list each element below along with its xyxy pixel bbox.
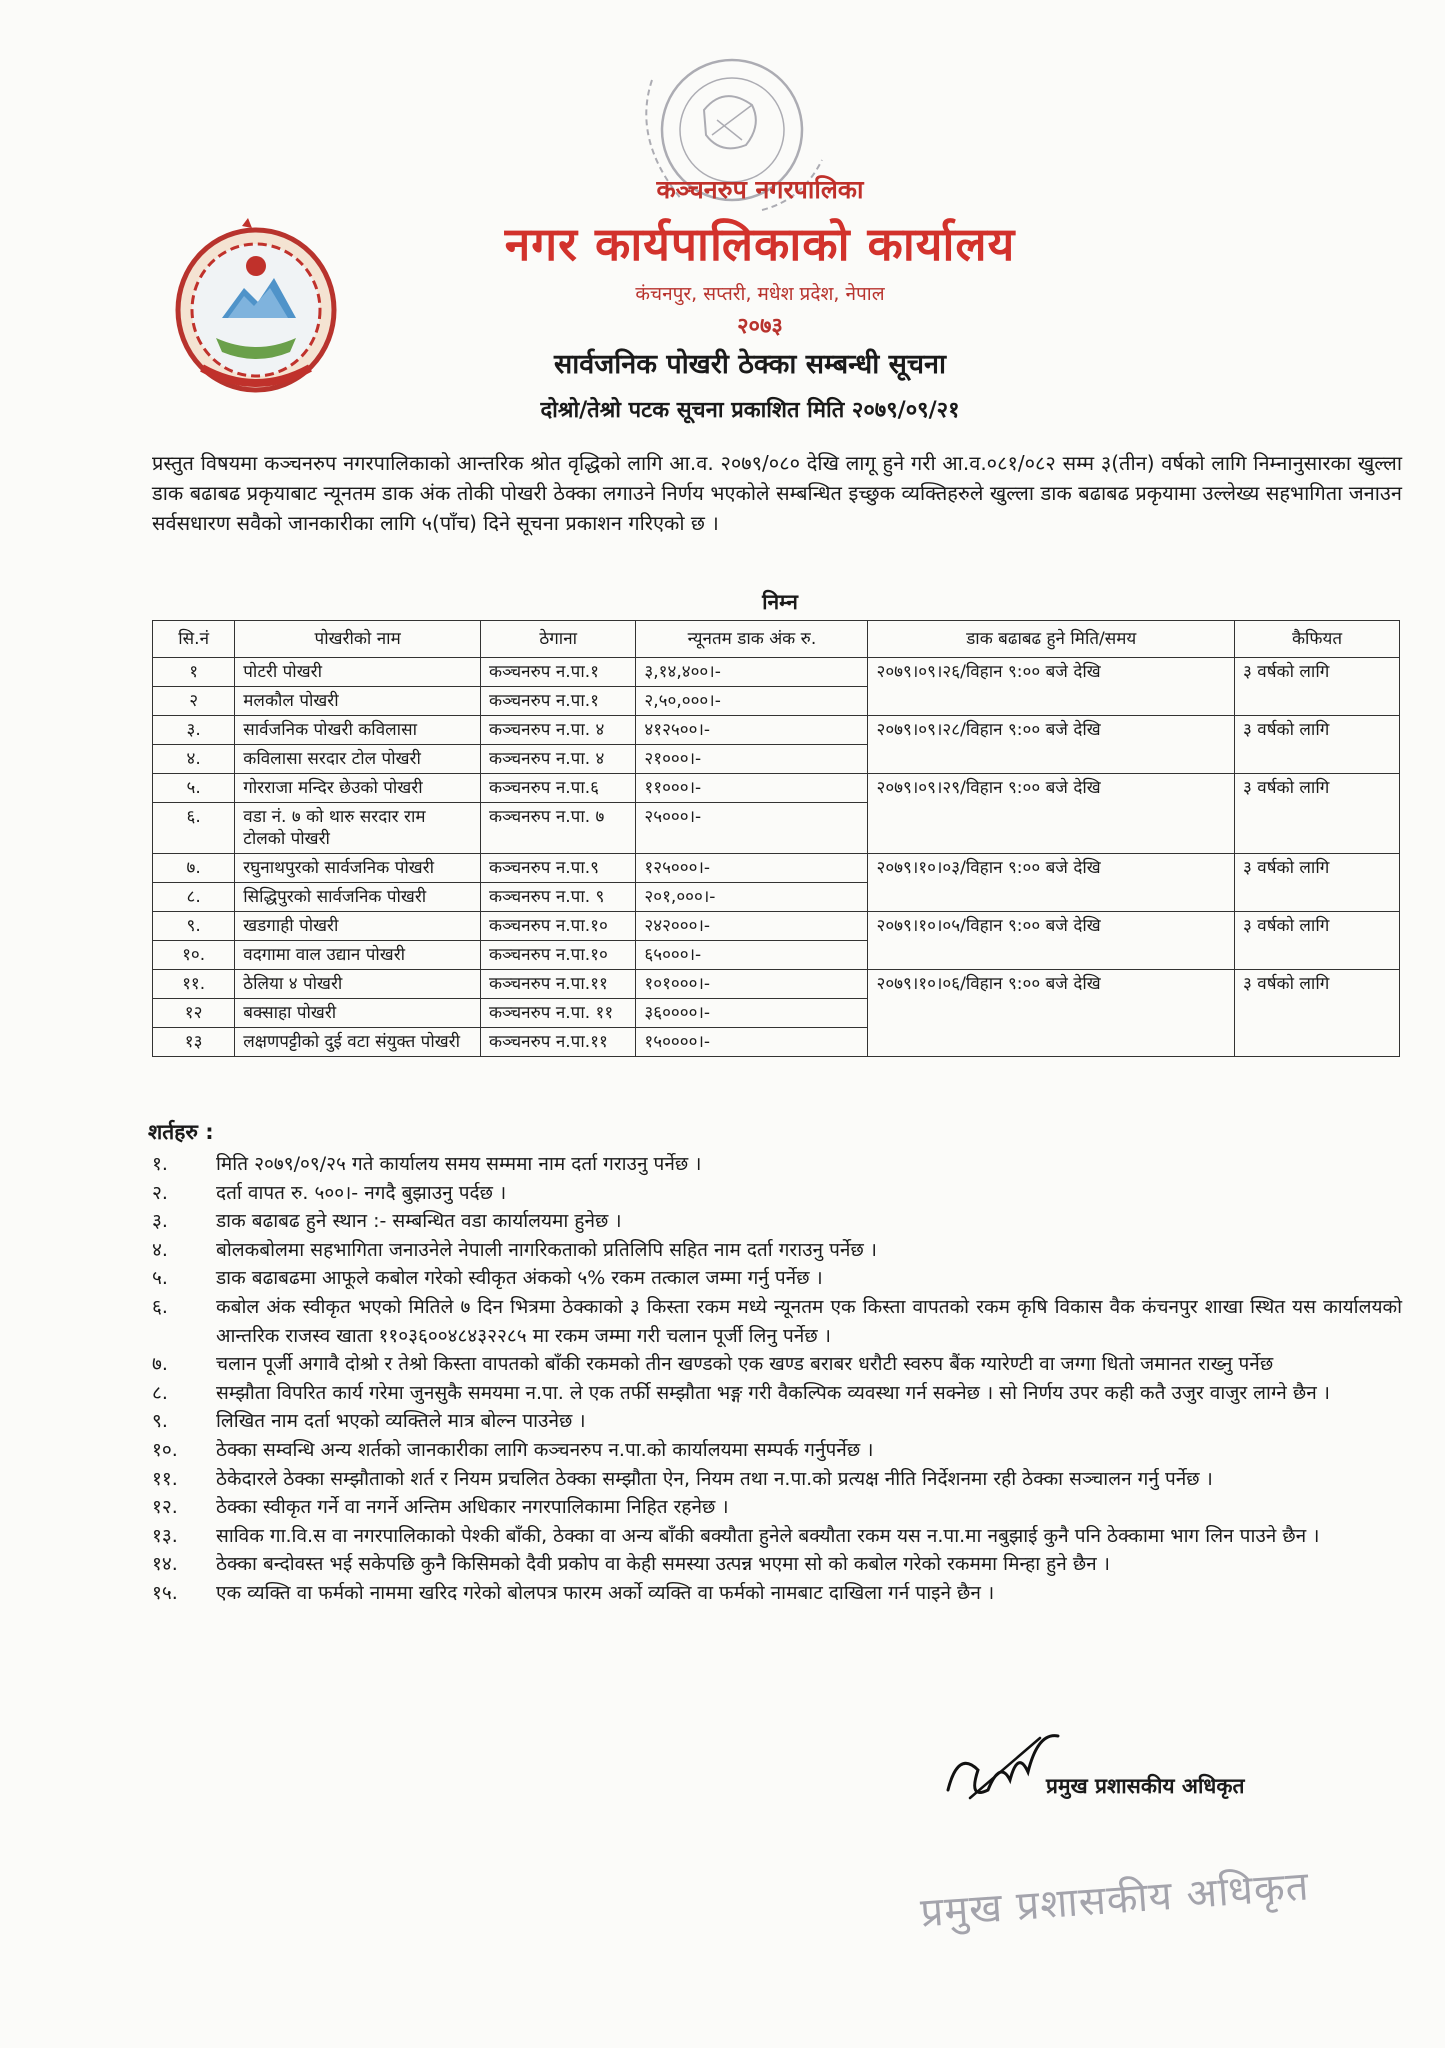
condition-text: डाक बढाबढ हुने स्थान :- सम्बन्धित वडा कार्यालयमा हुनेछ । <box>216 1210 622 1233</box>
cell-auction-date: २०७९।०९।२६/विहान ९:०० बजे देखि <box>868 658 1235 716</box>
cell-address: कञ्चनरुप न.पा.११ <box>481 1028 636 1057</box>
cell-auction-date: २०७९।१०।०६/विहान ९:०० बजे देखि <box>868 970 1235 1057</box>
condition-number: १५. <box>152 1581 178 1604</box>
cell-sn: १२ <box>153 999 235 1028</box>
cell-sn: ९. <box>153 912 235 941</box>
col-header-address: ठेगाना <box>481 621 636 658</box>
cell-auction-date: २०७९।०९।२९/विहान ९:०० बजे देखि <box>868 774 1235 854</box>
col-header-pond-name: पोखरीको नाम <box>235 621 481 658</box>
cell-address: कञ्चनरुप न.पा.१ <box>481 658 636 687</box>
condition-item <box>152 1264 1402 1293</box>
condition-text: सम्झौता विपरित कार्य गरेमा जुनसुकै समयमा न.पा. ले एक तर्फी सम्झौता भङ्ग गरी वैकल्पिक व्यवस्था गर्न सक्नेछ । सो निर्णय उपर कही कतै उजुर वाजुर लाग्ने छैन । <box>216 1381 1330 1404</box>
cell-auction-date: २०७९।१०।०३/विहान ९:०० बजे देखि <box>868 854 1235 912</box>
condition-item <box>152 1179 1402 1208</box>
cell-pond-name: कविलासा सरदार टोल पोखरी <box>235 745 481 774</box>
condition-text: ठेक्का स्वीकृत गर्ने वा नगर्ने अन्तिम अधिकार नगरपालिकामा निहित रहनेछ । <box>216 1496 729 1519</box>
condition-item <box>152 1522 1402 1551</box>
cell-sn: ८. <box>153 883 235 912</box>
condition-text: ठेक्का सम्वन्धि अन्य शर्तको जानकारीका लागि कञ्चनरुप न.पा.को कार्यालयमा सम्पर्क गर्नुपर्नेछ । <box>216 1438 874 1461</box>
pond-contract-table <box>152 620 1400 1057</box>
cell-sn: २ <box>153 687 235 716</box>
condition-item <box>152 1350 1402 1379</box>
condition-item <box>152 1407 1402 1436</box>
condition-item <box>152 1236 1402 1265</box>
municipality-name: कञ्चनरुप नगरपालिका <box>656 175 864 204</box>
signatory-title: प्रमुख प्रशासकीय अधिकृत <box>1046 1774 1245 1798</box>
cell-min-bid: २,५०,०००।- <box>636 687 868 716</box>
table-row <box>153 970 1400 999</box>
cell-address: कञ्चनरुप न.पा. ४ <box>481 745 636 774</box>
condition-item <box>152 1293 1402 1350</box>
condition-number: ९. <box>152 1410 168 1433</box>
condition-text: ठेक्का बन्दोवस्त भई सकेपछि कुनै किसिमको दैवी प्रकोप वा केही समस्या उत्पन्न भएमा सो को कबोल गरेको रकममा मिन्हा हुने छैन । <box>216 1553 1110 1576</box>
cell-sn: ११. <box>153 970 235 999</box>
cell-min-bid: ६५०००।- <box>636 941 868 970</box>
cell-remark: ३ वर्षको लागि <box>1235 970 1400 1057</box>
cell-remark: ३ वर्षको लागि <box>1235 854 1400 912</box>
condition-text: दर्ता वापत रु. ५००।- नगदै बुझाउनु पर्दछ । <box>216 1181 507 1204</box>
col-header-min-bid: न्यूनतम डाक अंक रु. <box>636 621 868 658</box>
cell-sn: ७. <box>153 854 235 883</box>
condition-number: ६. <box>152 1295 168 1318</box>
office-address: कंचनपुर, सप्तरी, मधेश प्रदेश, नेपाल <box>635 283 885 305</box>
conditions-title: शर्तहरु : <box>148 1120 214 1144</box>
cell-address: कञ्चनरुप न.पा. ११ <box>481 999 636 1028</box>
cell-min-bid: २०१,०००।- <box>636 883 868 912</box>
cell-address: कञ्चनरुप न.पा.१ <box>481 687 636 716</box>
cell-pond-name: बक्साहा पोखरी <box>235 999 481 1028</box>
cell-sn: ५. <box>153 774 235 803</box>
cell-pond-name: पोटरी पोखरी <box>235 658 481 687</box>
cell-address: कञ्चनरुप न.पा.१० <box>481 941 636 970</box>
cell-remark: ३ वर्षको लागि <box>1235 658 1400 716</box>
table-row <box>153 854 1400 883</box>
table-row <box>153 774 1400 803</box>
condition-item <box>152 1465 1402 1494</box>
nepal-emblem-icon <box>172 218 340 394</box>
condition-text: लिखित नाम दर्ता भएको व्यक्तिले मात्र बोल्न पाउनेछ । <box>216 1410 586 1433</box>
office-title: नगर कार्यपालिकाको कार्यालय <box>504 217 1016 271</box>
cell-address: कञ्चनरुप न.पा.६ <box>481 774 636 803</box>
cell-min-bid: २१०००।- <box>636 745 868 774</box>
cell-remark: ३ वर्षको लागि <box>1235 774 1400 854</box>
col-header-auction-date: डाक बढाबढ हुने मिति/समय <box>868 621 1235 658</box>
condition-number: १३. <box>152 1524 178 1547</box>
condition-text: साविक गा.वि.स वा नगरपालिकाको पेश्की बाँकी, ठेक्का वा अन्य बाँकी बक्यौता हुनेले बक्यौता रकम यस न.पा.मा नबुझाई कुनै पनि ठेक्कामा भाग लिन पाउने छैन । <box>216 1524 1320 1547</box>
cell-pond-name: मलकौल पोखरी <box>235 687 481 716</box>
cell-pond-name: ठेलिया ४ पोखरी <box>235 970 481 999</box>
condition-text: डाक बढाबढमा आफूले कबोल गरेको स्वीकृत अंकको ५% रकम तत्काल जम्मा गर्नु पर्नेछ । <box>216 1267 823 1290</box>
cell-min-bid: १२५०००।- <box>636 854 868 883</box>
cell-min-bid: ४१२५००।- <box>636 716 868 745</box>
condition-number: १२. <box>152 1496 178 1519</box>
cell-sn: १३ <box>153 1028 235 1057</box>
cell-pond-name: सार्वजनिक पोखरी कविलासा <box>235 716 481 745</box>
office-round-stamp-icon <box>612 40 842 240</box>
condition-item <box>152 1379 1402 1408</box>
table-row <box>153 716 1400 745</box>
cell-sn: १०. <box>153 941 235 970</box>
cell-address: कञ्चनरुप न.पा.९ <box>481 854 636 883</box>
condition-text: ठेकेदारले ठेक्का सम्झौताको शर्त र नियम प्रचलित ठेक्का सम्झौता ऐन, नियम तथा न.पा.को प्रत्यक्ष नीति निर्देशनमा रही ठेक्का सञ्चालन गर्नु पर्नेछ । <box>216 1467 1213 1490</box>
cell-min-bid: १५००००।- <box>636 1028 868 1057</box>
table-row <box>153 912 1400 941</box>
cell-address: कञ्चनरुप न.पा.११ <box>481 970 636 999</box>
table-heading: निम्न <box>762 590 798 614</box>
condition-number: १०. <box>152 1438 178 1461</box>
cell-auction-date: २०७९।०९।२८/विहान ९:०० बजे देखि <box>868 716 1235 774</box>
condition-number: ११. <box>152 1467 178 1490</box>
cell-address: कञ्चनरुप न.पा. ४ <box>481 716 636 745</box>
cell-pond-name: सिद्धिपुरको सार्वजनिक पोखरी <box>235 883 481 912</box>
condition-number: १. <box>152 1153 168 1175</box>
cell-pond-name: वडा नं. ७ को थारु सरदार राम टोलको पोखरी <box>235 803 481 854</box>
cell-min-bid: ३,१४,४००।- <box>636 658 868 687</box>
established-year: २०७३ <box>737 314 783 339</box>
cell-min-bid: ३६००००।- <box>636 999 868 1028</box>
cell-auction-date: २०७९।१०।०५/विहान ९:०० बजे देखि <box>868 912 1235 970</box>
condition-number: ४. <box>152 1238 168 1261</box>
cell-min-bid: २५०००।- <box>636 803 868 854</box>
condition-text: कबोल अंक स्वीकृत भएको मितिले ७ दिन भित्रमा ठेक्काको ३ किस्ता रकम मध्ये न्यूनतम एक किस्ता वापतको रकम कृषि विकास वैक कंचनपुर शाखा स्थित यस कार्यालयको आन्तरिक राजस्व खाता ११०३६००४८४३२२८५ मा रकम जम्मा गरी चलान पूर्जी लिनु पर्नेछ । <box>216 1295 1402 1347</box>
cell-address: कञ्चनरुप न.पा. ७ <box>481 803 636 854</box>
condition-text: एक व्यक्ति वा फर्मको नाममा खरिद गरेको बोलपत्र फारम अर्को व्यक्ति वा फर्मको नामबाट दाखिला गर्न पाइने छैन । <box>216 1581 995 1604</box>
table-header-row <box>153 621 1400 658</box>
col-header-remarks: कैफियत <box>1235 621 1400 658</box>
cell-sn: ४. <box>153 745 235 774</box>
condition-number: २. <box>152 1181 168 1204</box>
cell-sn: ६. <box>153 803 235 854</box>
cell-min-bid: २४२०००।- <box>636 912 868 941</box>
cell-address: कञ्चनरुप न.पा.१० <box>481 912 636 941</box>
table-row <box>153 658 1400 687</box>
cell-min-bid: ११०००।- <box>636 774 868 803</box>
condition-item <box>152 1207 1402 1236</box>
designation-stamp: प्रमुख प्रशासकीय अधिकृत <box>919 1863 1311 1937</box>
cell-pond-name: खडगाही पोखरी <box>235 912 481 941</box>
condition-item <box>152 1550 1402 1579</box>
cell-remark: ३ वर्षको लागि <box>1235 716 1400 774</box>
notice-subject: सार्वजनिक पोखरी ठेक्का सम्बन्धी सूचना <box>553 349 947 380</box>
intro-paragraph: प्रस्तुत विषयमा कञ्चनरुप नगरपालिकाको आन्तरिक श्रोत वृद्धिको लागि आ.व. २०७९/०८० देखि लागू हुने गरी आ.व.०८१/०८२ सम्म ३(तीन) वर्षको लागि निम्नानुसारका खुल्ला डाक बढाबढ प्रकृयाबाट न्यूनतम डाक अंक तोकी पोखरी ठेक्का लगाउने निर्णय भएकोले सम्बन्धित इच्छुक व्यक्तिहरुले खुल्ला डाक बढाबढ प्रकृयामा उल्लेख्य सहभागिता जनाउन सर्वसधारण सवैको जानकारीका लागि ५(पाँच) दिने सूचना प्रकाशन गरिएको छ । <box>152 451 1402 535</box>
condition-text: मिति २०७९/०९/२५ गते कार्यालय समय सम्ममा नाम दर्ता गराउनु पर्नेछ । <box>216 1153 702 1175</box>
conditions-list <box>152 1150 1402 1608</box>
cell-pond-name: लक्षणपट्टीको दुई वटा संयुक्त पोखरी <box>235 1028 481 1057</box>
condition-number: ५. <box>152 1267 168 1290</box>
condition-item <box>152 1579 1402 1608</box>
cell-min-bid: १०१०००।- <box>636 970 868 999</box>
cell-pond-name: रघुनाथपुरको सार्वजनिक पोखरी <box>235 854 481 883</box>
col-header-sn: सि.नं <box>153 621 235 658</box>
cell-remark: ३ वर्षको लागि <box>1235 912 1400 970</box>
condition-item <box>152 1436 1402 1465</box>
condition-item <box>152 1493 1402 1522</box>
cell-sn: ३. <box>153 716 235 745</box>
condition-item <box>152 1150 1402 1179</box>
condition-text: बोलकबोलमा सहभागिता जनाउनेले नेपाली नागरिकताको प्रतिलिपि सहित नाम दर्ता गराउनु पर्नेछ । <box>216 1238 878 1261</box>
condition-number: ८. <box>152 1381 168 1404</box>
condition-number: ३. <box>152 1210 168 1233</box>
publish-date-line: दोश्रो/तेश्रो पटक सूचना प्रकाशित मिति २०७९/०९/२१ <box>540 398 960 423</box>
condition-number: १४. <box>152 1553 178 1576</box>
cell-sn: १ <box>153 658 235 687</box>
cell-address: कञ्चनरुप न.पा. ९ <box>481 883 636 912</box>
condition-number: ७. <box>152 1353 168 1376</box>
condition-text: चलान पूर्जी अगावै दोश्रो र तेश्रो किस्ता वापतको बाँकी रकमको तीन खण्डको एक खण्ड बराबर धरौटी स्वरुप बैंक ग्यारेण्टी वा जग्गा धितो जमानत राख्नु पर्नेछ <box>216 1353 1274 1376</box>
cell-pond-name: वदगामा वाल उद्यान पोखरी <box>235 941 481 970</box>
cell-pond-name: गोरराजा मन्दिर छेउको पोखरी <box>235 774 481 803</box>
